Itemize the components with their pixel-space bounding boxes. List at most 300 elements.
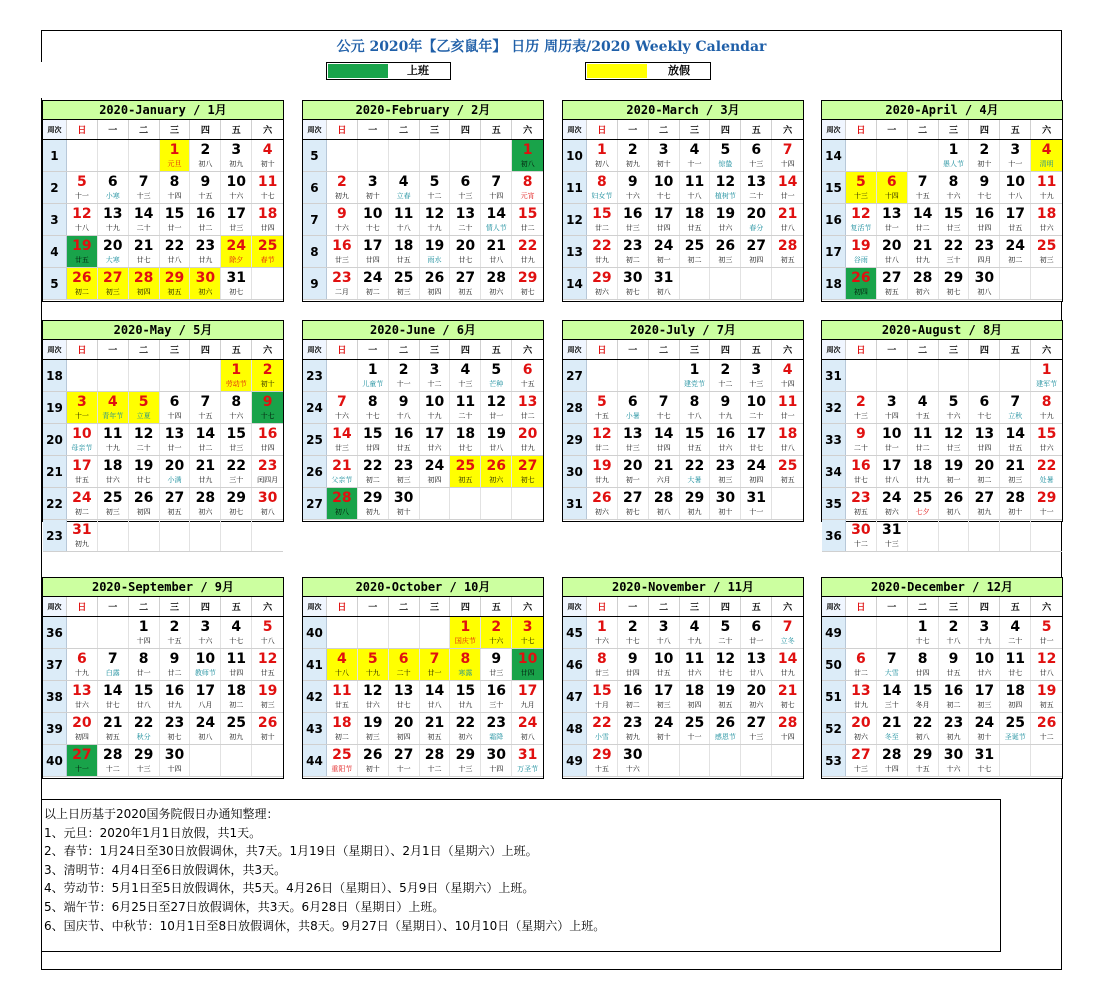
day-cell[interactable] bbox=[129, 649, 160, 680]
day-cell[interactable] bbox=[450, 236, 481, 267]
day-cell[interactable] bbox=[252, 649, 283, 680]
day-cell[interactable] bbox=[939, 204, 970, 235]
day-cell[interactable] bbox=[129, 456, 160, 487]
day-cell[interactable] bbox=[649, 488, 680, 519]
day-cell[interactable] bbox=[710, 360, 741, 391]
day-cell[interactable] bbox=[450, 392, 481, 423]
day-cell[interactable] bbox=[358, 268, 389, 299]
day-cell[interactable] bbox=[680, 488, 711, 519]
day-cell[interactable] bbox=[710, 681, 741, 712]
day-cell[interactable] bbox=[129, 745, 160, 776]
day-cell[interactable] bbox=[618, 745, 649, 776]
day-cell[interactable] bbox=[649, 424, 680, 455]
day-cell[interactable] bbox=[846, 424, 877, 455]
day-cell[interactable] bbox=[710, 236, 741, 267]
day-cell[interactable] bbox=[252, 392, 283, 423]
day-cell[interactable] bbox=[1031, 360, 1062, 391]
day-cell[interactable] bbox=[358, 392, 389, 423]
day-cell[interactable] bbox=[389, 649, 420, 680]
day-cell[interactable] bbox=[680, 713, 711, 744]
day-cell[interactable] bbox=[649, 713, 680, 744]
day-cell[interactable] bbox=[587, 392, 618, 423]
day-cell[interactable] bbox=[67, 204, 98, 235]
day-cell[interactable] bbox=[1000, 236, 1031, 267]
day-cell[interactable] bbox=[512, 745, 543, 776]
day-cell[interactable] bbox=[129, 172, 160, 203]
day-cell[interactable] bbox=[587, 745, 618, 776]
day-cell[interactable] bbox=[741, 617, 772, 648]
day-cell[interactable] bbox=[98, 236, 129, 267]
day-cell[interactable] bbox=[772, 424, 803, 455]
day-cell[interactable] bbox=[1000, 172, 1031, 203]
day-cell[interactable] bbox=[741, 392, 772, 423]
day-cell[interactable] bbox=[680, 681, 711, 712]
day-cell[interactable] bbox=[252, 424, 283, 455]
day-cell[interactable] bbox=[420, 745, 451, 776]
day-cell[interactable] bbox=[710, 172, 741, 203]
day-cell[interactable] bbox=[969, 268, 1000, 299]
day-cell[interactable] bbox=[680, 424, 711, 455]
day-cell[interactable] bbox=[221, 424, 252, 455]
day-cell[interactable] bbox=[618, 392, 649, 423]
day-cell[interactable] bbox=[67, 713, 98, 744]
day-cell[interactable] bbox=[160, 172, 191, 203]
day-cell[interactable] bbox=[587, 713, 618, 744]
day-cell[interactable] bbox=[129, 617, 160, 648]
day-cell[interactable] bbox=[969, 713, 1000, 744]
day-cell[interactable] bbox=[877, 713, 908, 744]
day-cell[interactable] bbox=[358, 488, 389, 519]
day-cell[interactable] bbox=[512, 204, 543, 235]
day-cell[interactable] bbox=[481, 681, 512, 712]
day-cell[interactable] bbox=[741, 488, 772, 519]
day-cell[interactable] bbox=[358, 456, 389, 487]
day-cell[interactable] bbox=[327, 204, 358, 235]
day-cell[interactable] bbox=[587, 681, 618, 712]
day-cell[interactable] bbox=[618, 204, 649, 235]
day-cell[interactable] bbox=[741, 649, 772, 680]
day-cell[interactable] bbox=[67, 236, 98, 267]
day-cell[interactable] bbox=[649, 617, 680, 648]
day-cell[interactable] bbox=[190, 488, 221, 519]
day-cell[interactable] bbox=[358, 681, 389, 712]
day-cell[interactable] bbox=[710, 713, 741, 744]
day-cell[interactable] bbox=[129, 681, 160, 712]
day-cell[interactable] bbox=[877, 392, 908, 423]
day-cell[interactable] bbox=[908, 172, 939, 203]
day-cell[interactable] bbox=[846, 236, 877, 267]
day-cell[interactable] bbox=[939, 172, 970, 203]
day-cell[interactable] bbox=[420, 268, 451, 299]
day-cell[interactable] bbox=[772, 172, 803, 203]
day-cell[interactable] bbox=[908, 424, 939, 455]
day-cell[interactable] bbox=[939, 268, 970, 299]
day-cell[interactable] bbox=[908, 456, 939, 487]
day-cell[interactable] bbox=[1000, 488, 1031, 519]
day-cell[interactable] bbox=[160, 204, 191, 235]
day-cell[interactable] bbox=[252, 204, 283, 235]
day-cell[interactable] bbox=[618, 424, 649, 455]
day-cell[interactable] bbox=[481, 204, 512, 235]
day-cell[interactable] bbox=[512, 140, 543, 171]
day-cell[interactable] bbox=[939, 392, 970, 423]
day-cell[interactable] bbox=[67, 681, 98, 712]
day-cell[interactable] bbox=[221, 268, 252, 299]
day-cell[interactable] bbox=[908, 713, 939, 744]
day-cell[interactable] bbox=[1031, 172, 1062, 203]
day-cell[interactable] bbox=[741, 172, 772, 203]
day-cell[interactable] bbox=[389, 456, 420, 487]
day-cell[interactable] bbox=[327, 392, 358, 423]
day-cell[interactable] bbox=[1000, 649, 1031, 680]
day-cell[interactable] bbox=[358, 360, 389, 391]
day-cell[interactable] bbox=[1031, 617, 1062, 648]
day-cell[interactable] bbox=[450, 172, 481, 203]
day-cell[interactable] bbox=[450, 456, 481, 487]
day-cell[interactable] bbox=[741, 713, 772, 744]
day-cell[interactable] bbox=[649, 268, 680, 299]
day-cell[interactable] bbox=[221, 617, 252, 648]
day-cell[interactable] bbox=[710, 424, 741, 455]
day-cell[interactable] bbox=[741, 236, 772, 267]
day-cell[interactable] bbox=[481, 268, 512, 299]
day-cell[interactable] bbox=[221, 681, 252, 712]
day-cell[interactable] bbox=[908, 617, 939, 648]
day-cell[interactable] bbox=[618, 456, 649, 487]
day-cell[interactable] bbox=[481, 360, 512, 391]
day-cell[interactable] bbox=[846, 520, 877, 551]
day-cell[interactable] bbox=[649, 649, 680, 680]
day-cell[interactable] bbox=[969, 424, 1000, 455]
day-cell[interactable] bbox=[710, 617, 741, 648]
day-cell[interactable] bbox=[587, 456, 618, 487]
day-cell[interactable] bbox=[680, 172, 711, 203]
day-cell[interactable] bbox=[939, 713, 970, 744]
day-cell[interactable] bbox=[939, 681, 970, 712]
day-cell[interactable] bbox=[710, 392, 741, 423]
day-cell[interactable] bbox=[649, 204, 680, 235]
day-cell[interactable] bbox=[221, 713, 252, 744]
day-cell[interactable] bbox=[252, 713, 283, 744]
day-cell[interactable] bbox=[772, 681, 803, 712]
day-cell[interactable] bbox=[358, 649, 389, 680]
day-cell[interactable] bbox=[481, 424, 512, 455]
day-cell[interactable] bbox=[512, 268, 543, 299]
day-cell[interactable] bbox=[969, 456, 1000, 487]
day-cell[interactable] bbox=[389, 745, 420, 776]
day-cell[interactable] bbox=[420, 392, 451, 423]
day-cell[interactable] bbox=[1000, 204, 1031, 235]
day-cell[interactable] bbox=[221, 456, 252, 487]
day-cell[interactable] bbox=[618, 140, 649, 171]
day-cell[interactable] bbox=[772, 140, 803, 171]
day-cell[interactable] bbox=[587, 268, 618, 299]
day-cell[interactable] bbox=[160, 424, 191, 455]
day-cell[interactable] bbox=[129, 488, 160, 519]
day-cell[interactable] bbox=[450, 745, 481, 776]
day-cell[interactable] bbox=[221, 649, 252, 680]
day-cell[interactable] bbox=[680, 236, 711, 267]
day-cell[interactable] bbox=[67, 172, 98, 203]
day-cell[interactable] bbox=[939, 745, 970, 776]
day-cell[interactable] bbox=[846, 204, 877, 235]
day-cell[interactable] bbox=[680, 617, 711, 648]
day-cell[interactable] bbox=[129, 236, 160, 267]
day-cell[interactable] bbox=[741, 424, 772, 455]
day-cell[interactable] bbox=[680, 140, 711, 171]
day-cell[interactable] bbox=[358, 424, 389, 455]
day-cell[interactable] bbox=[389, 236, 420, 267]
day-cell[interactable] bbox=[587, 236, 618, 267]
day-cell[interactable] bbox=[846, 172, 877, 203]
day-cell[interactable] bbox=[908, 649, 939, 680]
day-cell[interactable] bbox=[939, 456, 970, 487]
day-cell[interactable] bbox=[190, 140, 221, 171]
day-cell[interactable] bbox=[877, 745, 908, 776]
day-cell[interactable] bbox=[190, 392, 221, 423]
day-cell[interactable] bbox=[358, 172, 389, 203]
day-cell[interactable] bbox=[221, 140, 252, 171]
day-cell[interactable] bbox=[450, 649, 481, 680]
day-cell[interactable] bbox=[221, 360, 252, 391]
day-cell[interactable] bbox=[358, 713, 389, 744]
day-cell[interactable] bbox=[190, 172, 221, 203]
day-cell[interactable] bbox=[1031, 456, 1062, 487]
day-cell[interactable] bbox=[389, 424, 420, 455]
day-cell[interactable] bbox=[649, 236, 680, 267]
day-cell[interactable] bbox=[587, 488, 618, 519]
day-cell[interactable] bbox=[129, 392, 160, 423]
day-cell[interactable] bbox=[710, 488, 741, 519]
day-cell[interactable] bbox=[129, 424, 160, 455]
day-cell[interactable] bbox=[160, 745, 191, 776]
day-cell[interactable] bbox=[939, 617, 970, 648]
day-cell[interactable] bbox=[160, 649, 191, 680]
day-cell[interactable] bbox=[420, 649, 451, 680]
day-cell[interactable] bbox=[846, 392, 877, 423]
day-cell[interactable] bbox=[67, 456, 98, 487]
day-cell[interactable] bbox=[680, 456, 711, 487]
day-cell[interactable] bbox=[190, 268, 221, 299]
day-cell[interactable] bbox=[877, 456, 908, 487]
day-cell[interactable] bbox=[1031, 236, 1062, 267]
day-cell[interactable] bbox=[618, 488, 649, 519]
day-cell[interactable] bbox=[618, 649, 649, 680]
day-cell[interactable] bbox=[1000, 424, 1031, 455]
day-cell[interactable] bbox=[389, 488, 420, 519]
day-cell[interactable] bbox=[327, 649, 358, 680]
day-cell[interactable] bbox=[618, 713, 649, 744]
day-cell[interactable] bbox=[512, 236, 543, 267]
day-cell[interactable] bbox=[252, 172, 283, 203]
day-cell[interactable] bbox=[252, 236, 283, 267]
day-cell[interactable] bbox=[512, 360, 543, 391]
day-cell[interactable] bbox=[420, 456, 451, 487]
day-cell[interactable] bbox=[481, 392, 512, 423]
day-cell[interactable] bbox=[160, 681, 191, 712]
day-cell[interactable] bbox=[710, 204, 741, 235]
day-cell[interactable] bbox=[908, 236, 939, 267]
day-cell[interactable] bbox=[908, 681, 939, 712]
day-cell[interactable] bbox=[389, 268, 420, 299]
day-cell[interactable] bbox=[450, 268, 481, 299]
day-cell[interactable] bbox=[67, 268, 98, 299]
day-cell[interactable] bbox=[877, 681, 908, 712]
day-cell[interactable] bbox=[327, 424, 358, 455]
day-cell[interactable] bbox=[389, 172, 420, 203]
day-cell[interactable] bbox=[358, 236, 389, 267]
day-cell[interactable] bbox=[587, 617, 618, 648]
day-cell[interactable] bbox=[512, 392, 543, 423]
day-cell[interactable] bbox=[252, 140, 283, 171]
day-cell[interactable] bbox=[481, 649, 512, 680]
day-cell[interactable] bbox=[1031, 424, 1062, 455]
day-cell[interactable] bbox=[680, 360, 711, 391]
day-cell[interactable] bbox=[877, 649, 908, 680]
day-cell[interactable] bbox=[389, 204, 420, 235]
day-cell[interactable] bbox=[98, 204, 129, 235]
day-cell[interactable] bbox=[587, 172, 618, 203]
day-cell[interactable] bbox=[512, 681, 543, 712]
day-cell[interactable] bbox=[908, 204, 939, 235]
day-cell[interactable] bbox=[481, 172, 512, 203]
day-cell[interactable] bbox=[252, 456, 283, 487]
day-cell[interactable] bbox=[190, 713, 221, 744]
day-cell[interactable] bbox=[160, 713, 191, 744]
day-cell[interactable] bbox=[877, 520, 908, 551]
day-cell[interactable] bbox=[939, 649, 970, 680]
day-cell[interactable] bbox=[327, 713, 358, 744]
day-cell[interactable] bbox=[649, 456, 680, 487]
day-cell[interactable] bbox=[98, 456, 129, 487]
day-cell[interactable] bbox=[327, 236, 358, 267]
day-cell[interactable] bbox=[67, 392, 98, 423]
day-cell[interactable] bbox=[680, 204, 711, 235]
day-cell[interactable] bbox=[908, 745, 939, 776]
day-cell[interactable] bbox=[741, 681, 772, 712]
day-cell[interactable] bbox=[969, 140, 1000, 171]
day-cell[interactable] bbox=[98, 649, 129, 680]
day-cell[interactable] bbox=[618, 236, 649, 267]
day-cell[interactable] bbox=[160, 617, 191, 648]
day-cell[interactable] bbox=[420, 713, 451, 744]
day-cell[interactable] bbox=[969, 649, 1000, 680]
day-cell[interactable] bbox=[969, 236, 1000, 267]
day-cell[interactable] bbox=[221, 204, 252, 235]
day-cell[interactable] bbox=[618, 268, 649, 299]
day-cell[interactable] bbox=[481, 456, 512, 487]
day-cell[interactable] bbox=[710, 649, 741, 680]
day-cell[interactable] bbox=[389, 360, 420, 391]
day-cell[interactable] bbox=[772, 713, 803, 744]
day-cell[interactable] bbox=[649, 392, 680, 423]
day-cell[interactable] bbox=[190, 617, 221, 648]
day-cell[interactable] bbox=[450, 424, 481, 455]
day-cell[interactable] bbox=[129, 713, 160, 744]
day-cell[interactable] bbox=[877, 488, 908, 519]
day-cell[interactable] bbox=[939, 236, 970, 267]
day-cell[interactable] bbox=[67, 649, 98, 680]
day-cell[interactable] bbox=[160, 392, 191, 423]
day-cell[interactable] bbox=[846, 268, 877, 299]
day-cell[interactable] bbox=[67, 520, 98, 551]
day-cell[interactable] bbox=[969, 172, 1000, 203]
day-cell[interactable] bbox=[939, 488, 970, 519]
day-cell[interactable] bbox=[846, 456, 877, 487]
day-cell[interactable] bbox=[908, 488, 939, 519]
day-cell[interactable] bbox=[160, 456, 191, 487]
day-cell[interactable] bbox=[450, 204, 481, 235]
day-cell[interactable] bbox=[649, 681, 680, 712]
day-cell[interactable] bbox=[389, 681, 420, 712]
day-cell[interactable] bbox=[67, 424, 98, 455]
day-cell[interactable] bbox=[67, 745, 98, 776]
day-cell[interactable] bbox=[680, 649, 711, 680]
day-cell[interactable] bbox=[969, 204, 1000, 235]
day-cell[interactable] bbox=[969, 681, 1000, 712]
day-cell[interactable] bbox=[450, 681, 481, 712]
day-cell[interactable] bbox=[160, 488, 191, 519]
day-cell[interactable] bbox=[190, 424, 221, 455]
day-cell[interactable] bbox=[649, 172, 680, 203]
day-cell[interactable] bbox=[710, 456, 741, 487]
day-cell[interactable] bbox=[481, 745, 512, 776]
day-cell[interactable] bbox=[1031, 392, 1062, 423]
day-cell[interactable] bbox=[98, 424, 129, 455]
day-cell[interactable] bbox=[1000, 456, 1031, 487]
day-cell[interactable] bbox=[1000, 713, 1031, 744]
day-cell[interactable] bbox=[772, 456, 803, 487]
day-cell[interactable] bbox=[98, 681, 129, 712]
day-cell[interactable] bbox=[680, 392, 711, 423]
day-cell[interactable] bbox=[481, 236, 512, 267]
day-cell[interactable] bbox=[512, 617, 543, 648]
day-cell[interactable] bbox=[969, 488, 1000, 519]
day-cell[interactable] bbox=[512, 172, 543, 203]
day-cell[interactable] bbox=[969, 745, 1000, 776]
day-cell[interactable] bbox=[618, 681, 649, 712]
day-cell[interactable] bbox=[420, 424, 451, 455]
day-cell[interactable] bbox=[190, 456, 221, 487]
day-cell[interactable] bbox=[512, 424, 543, 455]
day-cell[interactable] bbox=[358, 745, 389, 776]
day-cell[interactable] bbox=[772, 617, 803, 648]
day-cell[interactable] bbox=[710, 140, 741, 171]
day-cell[interactable] bbox=[1000, 681, 1031, 712]
day-cell[interactable] bbox=[1031, 713, 1062, 744]
day-cell[interactable] bbox=[846, 488, 877, 519]
day-cell[interactable] bbox=[190, 204, 221, 235]
day-cell[interactable] bbox=[939, 140, 970, 171]
day-cell[interactable] bbox=[741, 204, 772, 235]
day-cell[interactable] bbox=[969, 617, 1000, 648]
day-cell[interactable] bbox=[420, 236, 451, 267]
day-cell[interactable] bbox=[877, 268, 908, 299]
day-cell[interactable] bbox=[190, 649, 221, 680]
day-cell[interactable] bbox=[877, 172, 908, 203]
day-cell[interactable] bbox=[327, 456, 358, 487]
day-cell[interactable] bbox=[587, 649, 618, 680]
day-cell[interactable] bbox=[221, 236, 252, 267]
day-cell[interactable] bbox=[512, 713, 543, 744]
day-cell[interactable] bbox=[252, 360, 283, 391]
day-cell[interactable] bbox=[1031, 649, 1062, 680]
day-cell[interactable] bbox=[450, 713, 481, 744]
day-cell[interactable] bbox=[512, 456, 543, 487]
day-cell[interactable] bbox=[772, 236, 803, 267]
day-cell[interactable] bbox=[221, 172, 252, 203]
day-cell[interactable] bbox=[420, 360, 451, 391]
